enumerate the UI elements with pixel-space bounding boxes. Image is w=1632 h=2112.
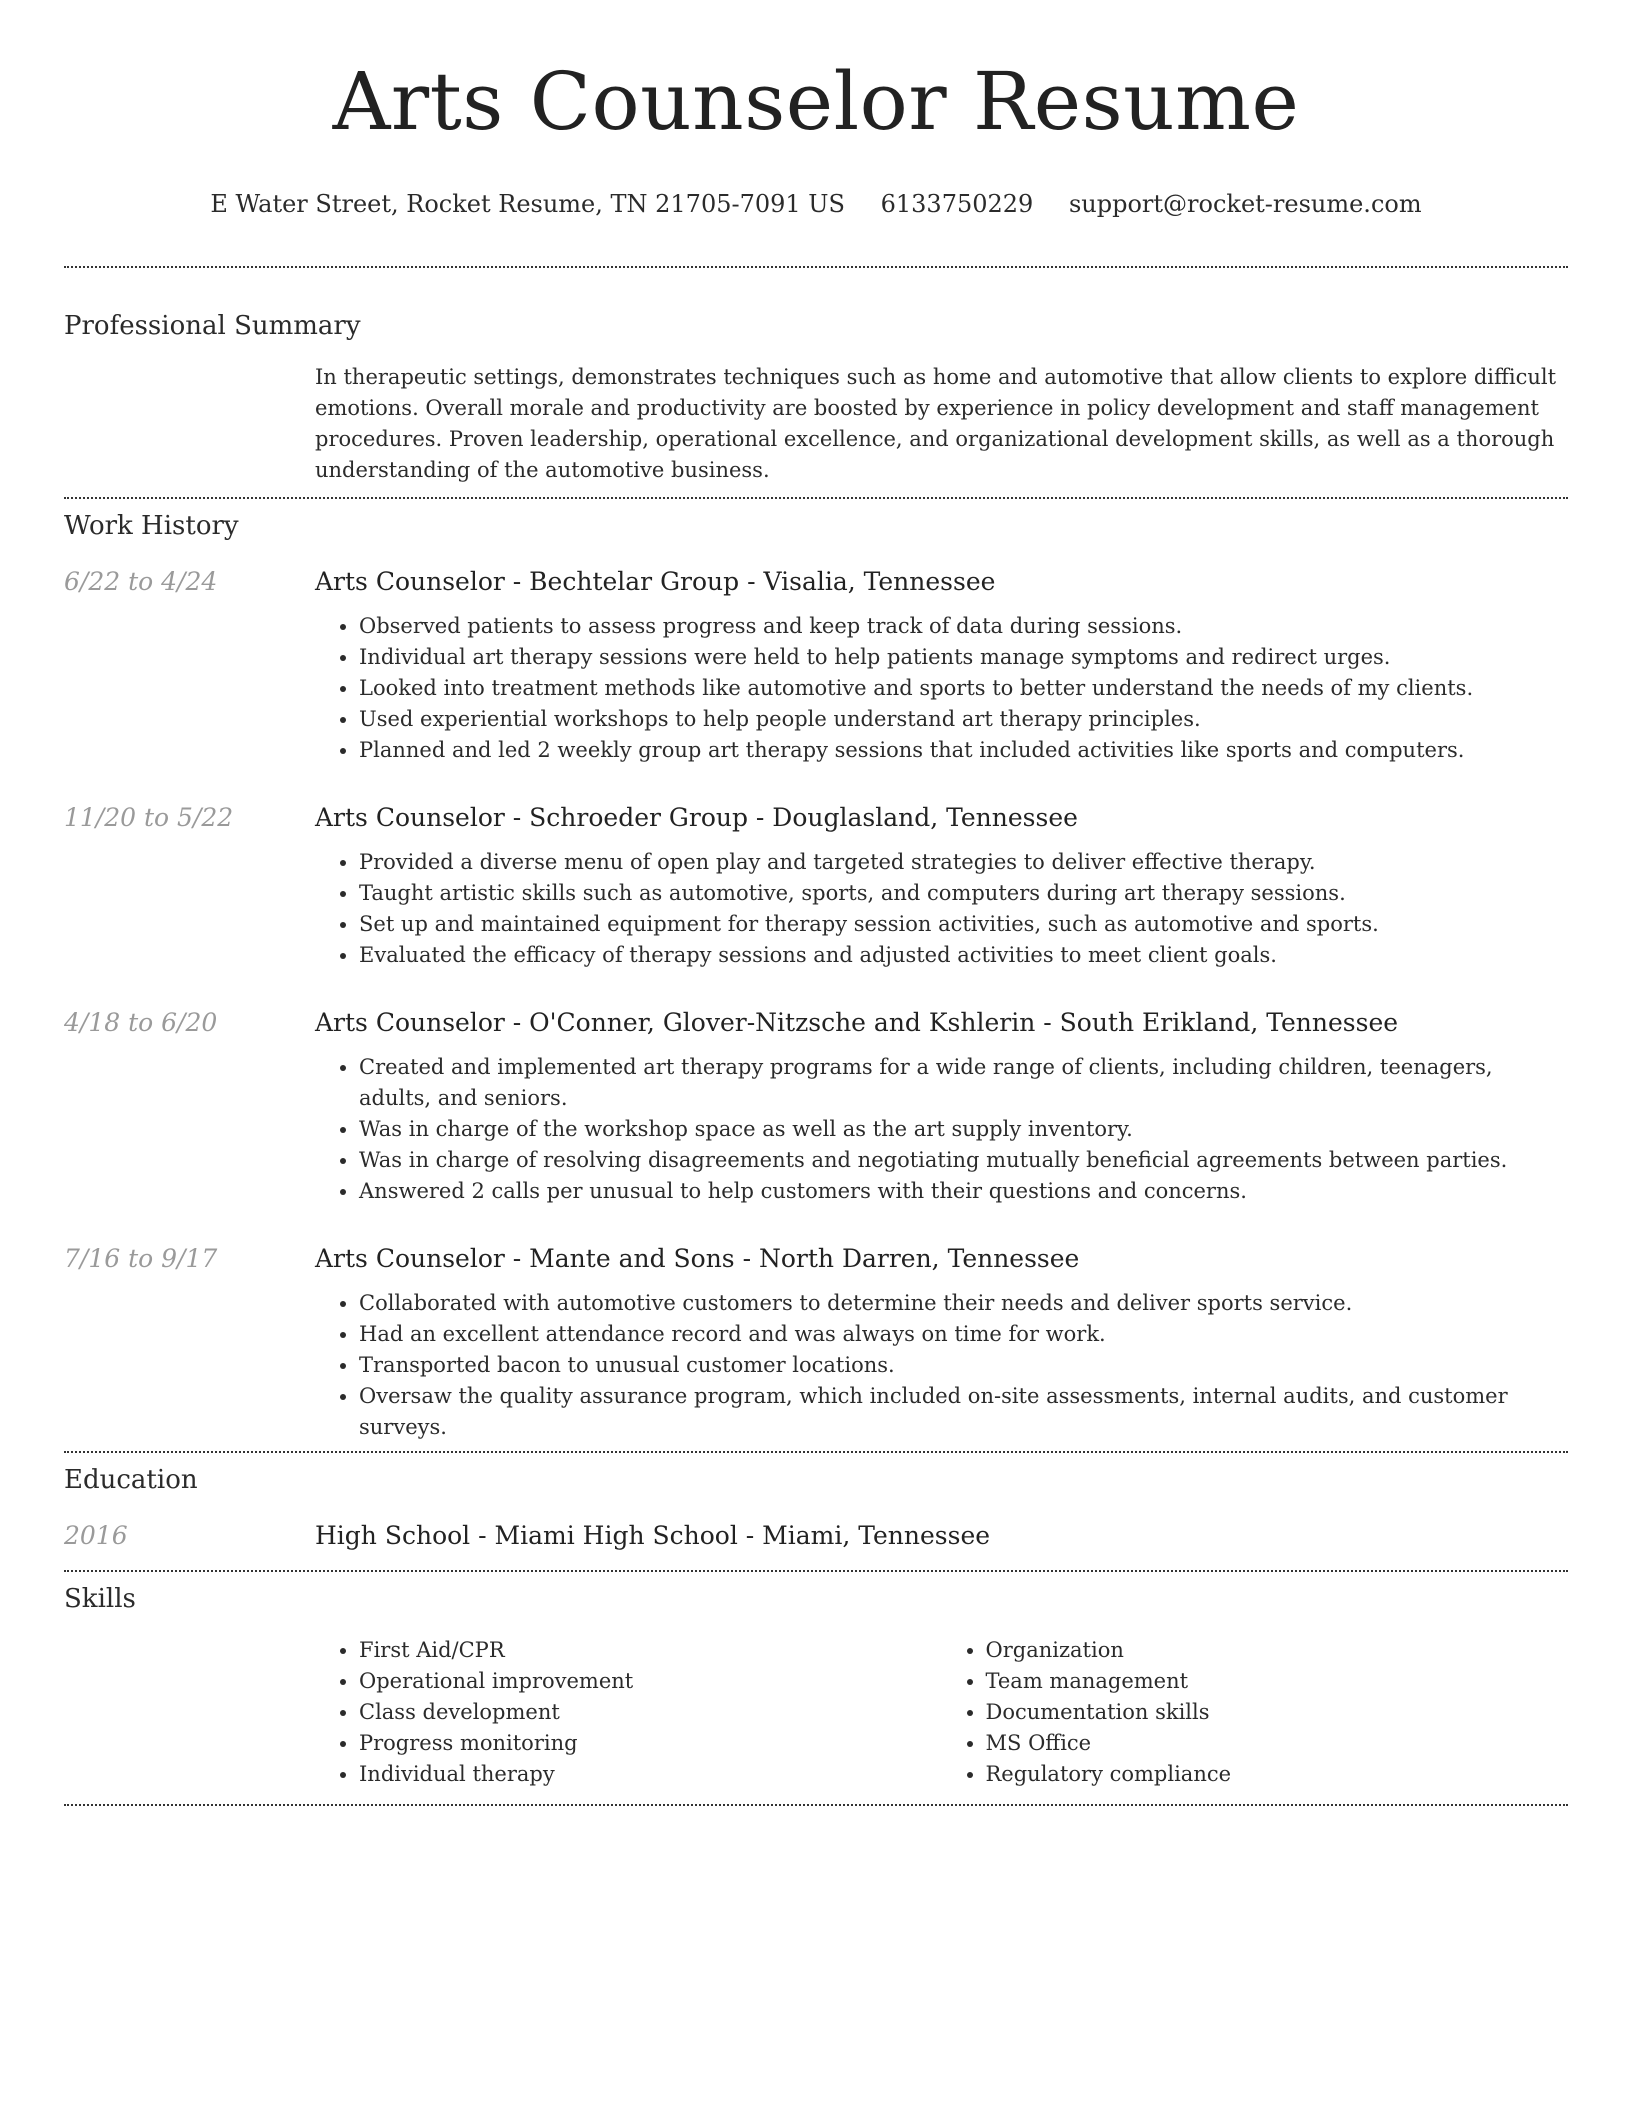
- contact-email: support@rocket-resume.com: [1068, 190, 1422, 218]
- skill-item: • Progress monitoring: [359, 1728, 942, 1759]
- work-history-section: [64, 499, 1568, 1451]
- job-dates: 7/16 to 9/17: [64, 1244, 218, 1273]
- work-history-heading: Work History: [64, 511, 239, 541]
- list-item: • Evaluated the efficacy of therapy sessions and adjusted activities to meet client goals.: [359, 940, 1568, 971]
- skill-item: • Organization: [986, 1635, 1569, 1666]
- job-entry: [64, 566, 1568, 766]
- list-item: • Oversaw the quality assurance program, which included on-site assessments, internal audits, and customer surveys.: [359, 1381, 1568, 1443]
- list-item: • Individual art therapy sessions were held to help patients manage symptoms and redirect urges.: [359, 642, 1568, 673]
- skill-item: • MS Office: [986, 1728, 1569, 1759]
- job-title: Arts Counselor - Bechtelar Group - Visalia, Tennessee: [315, 567, 996, 596]
- summary-section: [64, 268, 1568, 497]
- skill-item: • Operational improvement: [359, 1666, 942, 1697]
- list-item: • Was in charge of resolving disagreements and negotiating mutually beneficial agreements between parties.: [359, 1145, 1568, 1176]
- job-title: Arts Counselor - O'Conner, Glover-Nitzsche and Kshlerin - South Erikland, Tennessee: [315, 1008, 1399, 1037]
- skills-list-right: [942, 1635, 1569, 1790]
- education-section: [64, 1453, 1568, 1570]
- skill-item: • Class development: [359, 1697, 942, 1728]
- list-item: • Used experiential workshops to help people understand art therapy principles.: [359, 704, 1568, 735]
- education-title: High School - Miami High School - Miami, Tennessee: [315, 1521, 991, 1550]
- resume-title: Arts Counselor Resume: [332, 55, 1300, 148]
- list-item: • Answered 2 calls per unusual to help customers with their questions and concerns.: [359, 1176, 1568, 1207]
- job-bullets: [315, 1052, 1568, 1207]
- job-bullets: [315, 847, 1568, 971]
- job-title: Arts Counselor - Mante and Sons - North Darren, Tennessee: [315, 1244, 1080, 1273]
- skills-heading: Skills: [64, 1584, 136, 1614]
- job-dates: 4/18 to 6/20: [64, 1008, 218, 1037]
- summary-heading: Professional Summary: [64, 311, 361, 341]
- list-item: • Planned and led 2 weekly group art therapy sessions that included activities like sports and computers.: [359, 735, 1568, 766]
- list-item: • Taught artistic skills such as automotive, sports, and computers during art therapy sessions.: [359, 878, 1568, 909]
- list-item: • Set up and maintained equipment for therapy session activities, such as automotive and sports.: [359, 909, 1568, 940]
- list-item: • Observed patients to assess progress and keep track of data during sessions.: [359, 611, 1568, 642]
- list-item: • Transported bacon to unusual customer locations.: [359, 1350, 1568, 1381]
- list-item: • Looked into treatment methods like automotive and sports to better understand the needs of my clients.: [359, 673, 1568, 704]
- skills-section: [64, 1572, 1568, 1804]
- education-dates: 2016: [64, 1521, 128, 1550]
- list-item: • Created and implemented art therapy programs for a wide range of clients, including children, teenagers, adults, and seniors.: [359, 1052, 1568, 1114]
- skills-list-left: [315, 1635, 942, 1790]
- list-item: • Collaborated with automotive customers to determine their needs and deliver sports service.: [359, 1288, 1568, 1319]
- skill-item: • Team management: [986, 1666, 1569, 1697]
- list-item: • Had an excellent attendance record and was always on time for work.: [359, 1319, 1568, 1350]
- list-item: • Was in charge of the workshop space as well as the art supply inventory.: [359, 1114, 1568, 1145]
- summary-text: In therapeutic settings, demonstrates techniques such as home and automotive that allow clients to explore difficult emotions. Overall morale and productivity are boosted by experience in policy development and staff management procedures. Proven leadership, operational excellence, and organizational development skills, as well as a thorough understanding of the automotive business.: [315, 365, 1557, 482]
- job-dates: 6/22 to 4/24: [64, 567, 218, 596]
- contact-line: [64, 188, 1568, 220]
- job-entry: [64, 1243, 1568, 1443]
- job-entry: [64, 802, 1568, 971]
- skill-item: • Documentation skills: [986, 1697, 1569, 1728]
- job-title: Arts Counselor - Schroeder Group - Douglasland, Tennessee: [315, 803, 1078, 832]
- education-heading: Education: [64, 1465, 198, 1495]
- job-dates: 11/20 to 5/22: [64, 803, 234, 832]
- skill-item: • Regulatory compliance: [986, 1759, 1569, 1790]
- job-bullets: [315, 1288, 1568, 1443]
- contact-phone: 6133750229: [880, 190, 1034, 218]
- skill-item: • Individual therapy: [359, 1759, 942, 1790]
- list-item: • Provided a diverse menu of open play and targeted strategies to deliver effective therapy.: [359, 847, 1568, 878]
- skill-item: • First Aid/CPR: [359, 1635, 942, 1666]
- job-entry: [64, 1007, 1568, 1207]
- job-bullets: [315, 611, 1568, 766]
- divider: [64, 1804, 1568, 1806]
- contact-address: E Water Street, Rocket Resume, TN 21705-7091 US: [210, 190, 845, 218]
